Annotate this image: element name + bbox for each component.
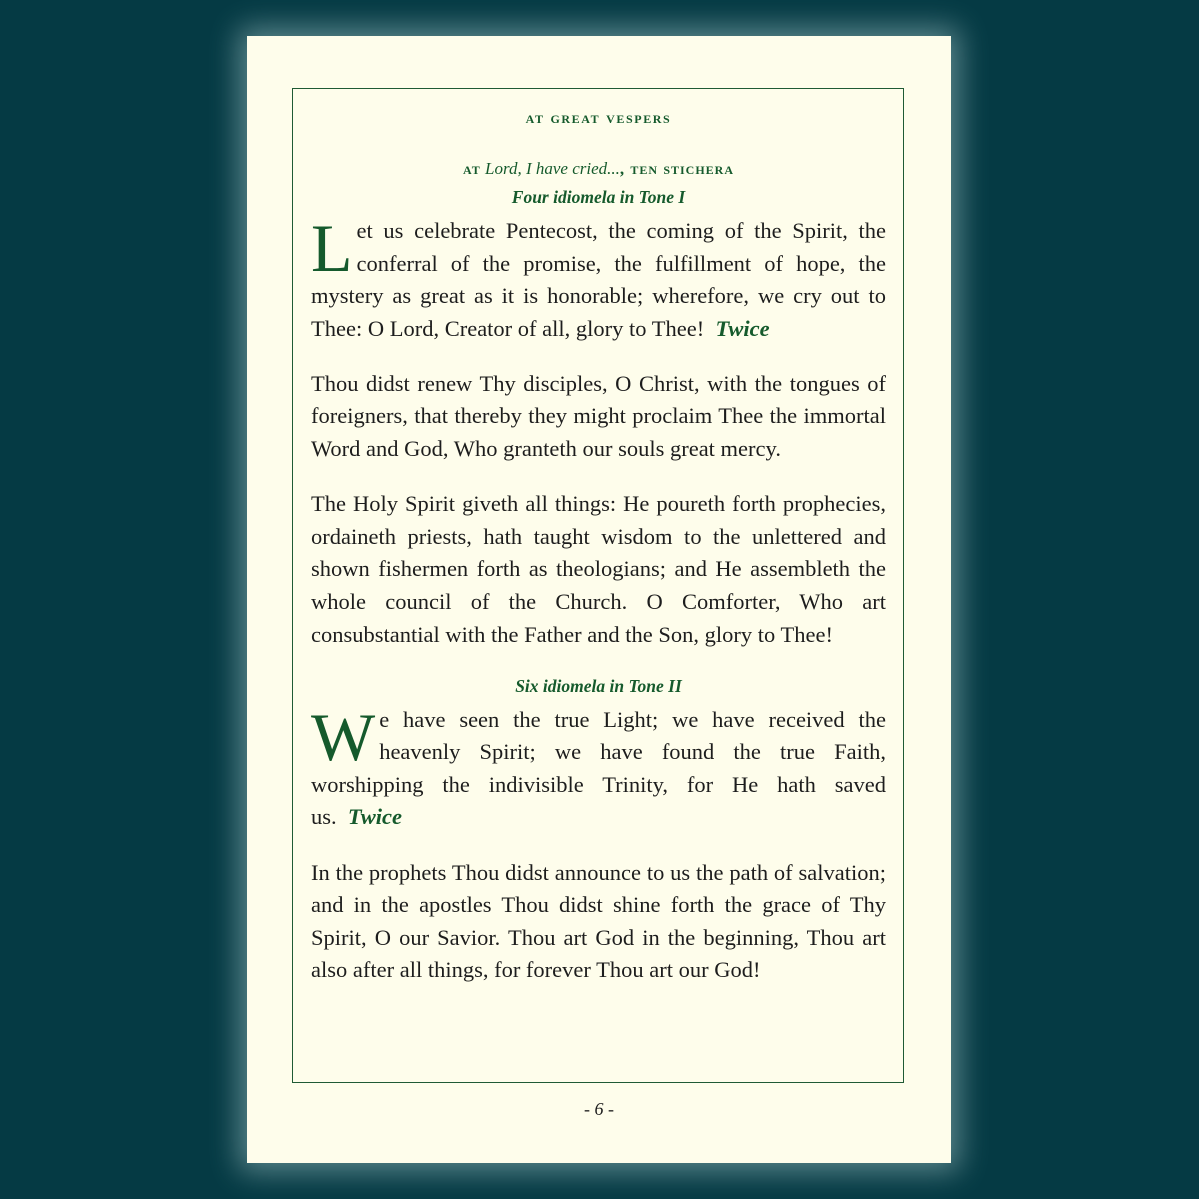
- sticheron-4: [311, 698, 886, 834]
- sticheron-5: [311, 857, 886, 987]
- sticheron-text: In the prophets Thou didst announce to us the path of salvation; and in the apostles Thou didst shine forth the grace of Thy Spirit, O our Savior. Thou art God in the beginning, Thou art also after all things, for forever Thou art our God!: [311, 859, 886, 983]
- drop-cap: W: [311, 698, 376, 775]
- sticheron-text: et us celebrate Pentecost, the coming of the Spirit, the conferral of the promise, the fulfillment of hope, the mystery as great as it is honorable; wherefore, we cry out to Thee: O Lord, Creator of all, glory to Thee!: [311, 218, 886, 341]
- sticheron-3: [311, 488, 886, 651]
- sticheron-2: [311, 368, 886, 466]
- sticheron-text: e have seen the true Light; we have received the heavenly Spirit; we have found the true Faith, worshipping the indivisible Trinity, for He hath saved us.: [311, 706, 886, 830]
- subheading-incipit: Lord, I have cried...: [485, 159, 620, 178]
- book-page: [247, 36, 951, 1163]
- page-number: - 6 -: [584, 1099, 614, 1119]
- subheading-suffix: , ten stichera: [619, 159, 734, 178]
- subheading-prefix: at: [462, 159, 481, 178]
- drop-cap: L: [311, 210, 353, 286]
- tone-one-label: Four idiomela in Tone I: [511, 187, 686, 207]
- tone-two-label: Six idiomela in Tone II: [515, 675, 682, 696]
- subheading: [311, 157, 886, 181]
- sticheron-text: The Holy Spirit giveth all things: He poureth forth prophecies, ordaineth priests, hath taught wisdom to the unlettered and shown fishermen forth as theologians; and He assembleth the whole council of the Church. O Comforter, Who art consubstantial with the Father and the Son, glory to Thee!: [311, 491, 886, 647]
- section-heading: at great vespers: [525, 108, 672, 127]
- repeat-marker: Twice: [715, 315, 770, 341]
- page-content: [311, 105, 886, 1009]
- sticheron-text: Thou didst renew Thy disciples, O Christ, with the tongues of foreigners, that thereby they might proclaim Thee the immortal Word and God, Who granteth our souls great mercy.: [311, 370, 886, 462]
- text-frame: [292, 88, 904, 1083]
- repeat-marker: Twice: [347, 804, 403, 830]
- sticheron-1: [311, 210, 886, 345]
